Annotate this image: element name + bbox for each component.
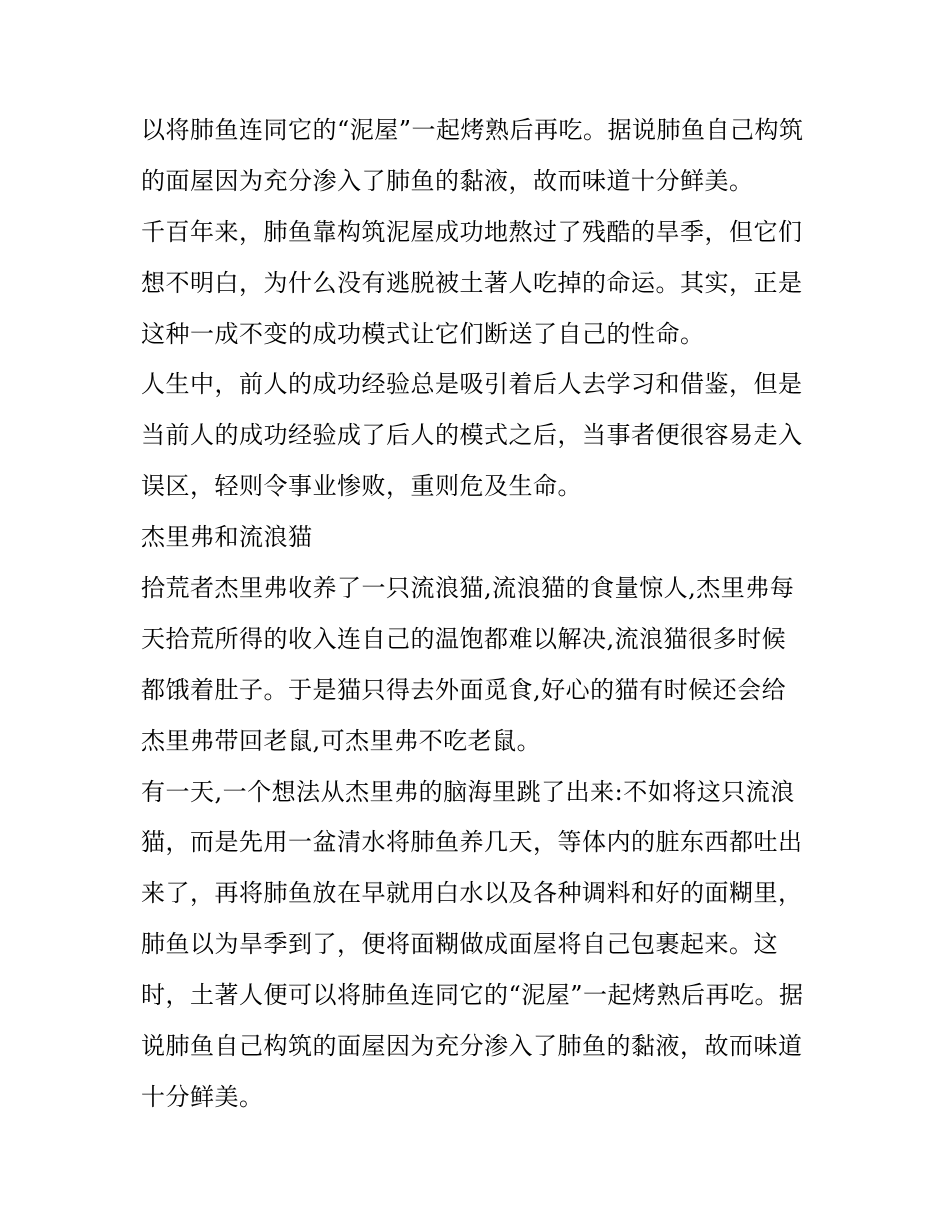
text-line: 都饿着肚子。于是猫只得去外面觅食,好心的猫有时候还会给 [141, 675, 787, 704]
text-line: 杰里弗带回老鼠,可杰里弗不吃老鼠。 [141, 726, 542, 755]
text-line: 时，土著人便可以将肺鱼连同它的“泥屋”一起烤熟后再吃。据 [141, 981, 804, 1010]
text-line: 人生中，前人的成功经验总是吸引着后人去学习和借鉴，但是 [141, 370, 803, 399]
text-line: 肺鱼以为旱季到了，便将面糊做成面屋将自己包裹起来。这 [141, 930, 778, 959]
text-line: 十分鲜美。 [141, 1082, 264, 1111]
text-line: 有一天,一个想法从杰里弗的脑海里跳了出来:不如将这只流浪 [141, 777, 795, 806]
text-line: 天拾荒所得的收入连自己的温饱都难以解决,流浪猫很多时候 [141, 624, 787, 653]
text-line: 这种一成不变的成功模式让它们断送了自己的性命。 [141, 319, 705, 348]
text-line: 当前人的成功经验成了后人的模式之后，当事者便很容易走入 [141, 421, 803, 450]
document-body [141, 105, 813, 1123]
section-heading: 杰里弗和流浪猫 [141, 523, 313, 552]
text-line: 来了，再将肺鱼放在早就用白水以及各种调料和好的面糊里， [141, 879, 803, 908]
text-line: 的面屋因为充分渗入了肺鱼的黏液，故而味道十分鲜美。 [141, 166, 754, 195]
text-line: 以将肺鱼连同它的“泥屋”一起烤熟后再吃。据说肺鱼自己构筑 [141, 116, 804, 144]
text-line: 误区，轻则令事业惨败，重则危及生命。 [141, 472, 582, 501]
text-line: 拾荒者杰里弗收养了一只流浪猫,流浪猫的食量惊人,杰里弗每 [141, 574, 795, 603]
text-line: 猫，而是先用一盆清水将肺鱼养几天，等体内的脏东西都吐出 [141, 828, 803, 857]
text-line: 千百年来，肺鱼靠构筑泥屋成功地熬过了残酷的旱季，但它们 [141, 217, 803, 246]
text-line: 说肺鱼自己构筑的面屋因为充分渗入了肺鱼的黏液，故而味道 [141, 1032, 803, 1061]
text-line: 想不明白，为什么没有逃脱被土著人吃掉的命运。其实，正是 [141, 268, 803, 297]
